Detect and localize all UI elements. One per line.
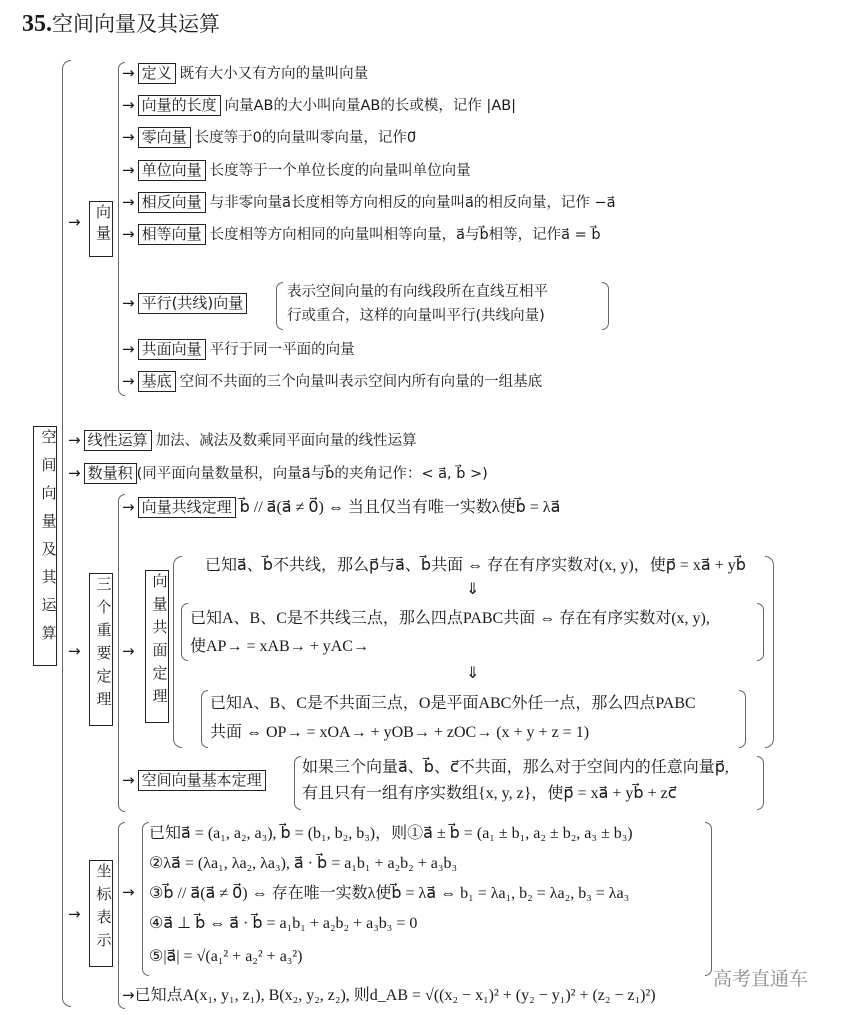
coords-line-3: ③b⃗ // a⃗(a⃗ ≠ 0⃗) ⇔ 存在唯一实数λ使b⃗ = λa⃗ ⇔ b₁ = λa₁, b₂ = λa₂, b₃ = λa₃ — [149, 885, 630, 902]
distance-row: →已知点A(x₁, y₁, z₁), B(x₂, y₂, z₂), 则d_AB = √((x₂ − x₁)² + (y₂ − y₁)² + (z₂ − z₁)²) — [122, 986, 656, 1004]
parallel-paren-left — [276, 282, 283, 330]
basic-theorem-row: → 空间向量基本定理 — [122, 770, 270, 791]
dot-product-row: → 数量积 (同平面向量数量积，向量a⃗与b⃗的夹角记作：< a⃗, b⃗ >) — [68, 464, 488, 482]
coplanar-sub2-paren-left — [201, 690, 208, 748]
linear-ops-row: → 线性运算 加法、减法及数乘同平面向量的线性运算 — [68, 431, 417, 449]
coords-sub-arrow: → — [122, 883, 135, 901]
coplanar-line-1: 已知a⃗、b⃗不共线，那么p⃗与a⃗、b⃗共面 ⇔ 存在有序实数对(x, y)，使p⃗ = xa⃗ + yb⃗ — [205, 557, 746, 574]
basic-paren-right — [757, 756, 764, 810]
vector-item-zero: → 零向量 长度等于0的向量叫零向量，记作0⃗ — [122, 128, 417, 146]
coords-line-4: ④a⃗ ⊥ b⃗ ⇔ a⃗ · b⃗ = a₁b₁ + a₂b₂ + a₃b₃ = 0 — [149, 915, 418, 932]
root-brace — [62, 60, 71, 1007]
tag-definition: 定义 — [138, 63, 176, 84]
theorems-label-text: 三个重要定理 — [94, 576, 113, 714]
coplanar-sub1-paren-right — [757, 603, 764, 661]
vector-item-coplanar: → 共面向量 平行于同一平面的向量 — [122, 340, 355, 358]
tag-unit: 单位向量 — [138, 160, 206, 181]
tag-basic-theorem: 空间向量基本定理 — [138, 770, 266, 791]
coords-label-text: 坐标表示 — [94, 863, 113, 955]
vector-item-unit: → 单位向量 长度等于一个单位长度的向量叫单位向量 — [122, 161, 471, 179]
tag-length: 向量的长度 — [138, 95, 221, 116]
tag-collinear-theorem: 向量共线定理 — [138, 497, 236, 518]
vector-item-parallel: → 平行(共线)向量 — [122, 293, 251, 314]
tag-equal: 相等向量 — [138, 224, 206, 245]
vector-arrow: → — [68, 213, 81, 231]
theorems-label — [89, 573, 113, 726]
coplanar-line-2b: 使AP→ = xAB→ + yAC→ — [190, 638, 369, 655]
title-number: 35. — [22, 11, 52, 37]
tag-linear-ops: 线性运算 — [84, 430, 152, 451]
coords-arrow: → — [68, 905, 81, 923]
coplanar-label-text: 向量共面定理 — [150, 573, 169, 711]
coplanar-line-2a: 已知A、B、C是不共线三点，那么四点PABC共面 ⇔ 存在有序实数对(x, y), — [190, 610, 710, 627]
basic-paren-left — [294, 756, 301, 810]
watermark: 高考直通车 — [713, 968, 809, 990]
page-title — [22, 8, 220, 38]
implies-1: ⇓ — [466, 581, 480, 598]
coords-brace — [118, 822, 125, 1009]
vector-item-basis: → 基底 空间不共面的三个向量叫表示空间内所有向量的一组基底 — [122, 372, 543, 390]
coplanar-arrow: → — [122, 642, 135, 660]
root-label — [33, 426, 57, 666]
vector-label — [89, 201, 113, 257]
coords-line-5: ⑤|a⃗| = √(a₁² + a₂² + a₃²) — [149, 948, 303, 965]
tag-zero: 零向量 — [138, 127, 191, 148]
vector-item-length: → 向量的长度 向量AB的大小叫向量AB的长或模，记作 |AB| — [122, 96, 517, 114]
parallel-paren-right — [602, 282, 609, 330]
tag-dot-product: 数量积 — [84, 463, 137, 484]
vector-item-equal: → 相等向量 长度相等方向相同的向量叫相等向量，a⃗与b⃗相等，记作a⃗ = b⃗ — [122, 225, 601, 243]
parallel-desc-1: 表示空间向量的有向线段所在直线互相平 — [287, 284, 548, 300]
implies-2: ⇓ — [466, 665, 480, 682]
basic-line-1: 如果三个向量a⃗、b⃗、c⃗不共面，那么对于空间内的任意向量p⃗, — [302, 759, 729, 776]
tag-opposite: 相反向量 — [138, 192, 206, 213]
title-text: 空间向量及其运算 — [52, 12, 220, 36]
coplanar-line-3a: 已知A、B、C是不共面三点，O是平面ABC外任一点，那么四点PABC — [210, 695, 696, 712]
theorems-arrow: → — [68, 642, 81, 660]
coords-paren-left — [142, 822, 149, 976]
coplanar-sub1-paren-left — [181, 603, 188, 661]
tag-parallel: 平行(共线)向量 — [138, 293, 248, 314]
coplanar-theorem-label — [145, 570, 169, 723]
coords-paren-right — [705, 822, 712, 976]
coplanar-line-3b: 共面 ⇔ OP→ = xOA→ + yOB→ + zOC→ (x + y + z = 1) — [210, 724, 590, 741]
coords-line-1: 已知a⃗ = (a₁, a₂, a₃), b⃗ = (b₁, b₂, b₃)，则①a⃗ ± b⃗ = (a₁ ± b₁, a₂ ± b₂, a₃ ± b₃) — [149, 825, 633, 842]
vector-item-opposite: → 相反向量 与非零向量a⃗长度相等方向相反的向量叫a⃗的相反向量，记作 −a⃗ — [122, 193, 616, 211]
tag-coplanar: 共面向量 — [138, 339, 206, 360]
vector-item-definition: → 定义 既有大小又有方向的量叫向量 — [122, 64, 369, 82]
coplanar-paren-right — [765, 556, 774, 748]
tag-basis: 基底 — [138, 371, 176, 392]
root-label-text: 空间向量及其运算 — [39, 429, 58, 653]
parallel-desc-2: 行或重合，这样的向量叫平行(共线向量) — [287, 308, 545, 324]
basic-line-2: 有且只有一组有序实数组{x, y, z}，使p⃗ = xa⃗ + yb⃗ + zc⃗ — [302, 785, 677, 802]
collinear-theorem-row: → 向量共线定理 b⃗ // a⃗(a⃗ ≠ 0⃗) ⇔ 当且仅当有唯一实数λ使b⃗ = λa⃗ — [122, 498, 561, 516]
vector-label-text: 向量 — [94, 204, 112, 246]
coords-label — [89, 860, 113, 967]
distance-formula: 已知点A(x₁, y₁, z₁), B(x₂, y₂, z₂), 则d_AB = √((x₂ − x₁)² + (y₂ − y₁)² + (z₂ − z₁)²) — [134, 987, 656, 1004]
coplanar-sub2-paren-right — [739, 690, 746, 748]
coords-line-2: ②λa⃗ = (λa₁, λa₂, λa₃), a⃗ · b⃗ = a₁b₁ + a₂b₂ + a₃b₃ — [149, 855, 458, 872]
